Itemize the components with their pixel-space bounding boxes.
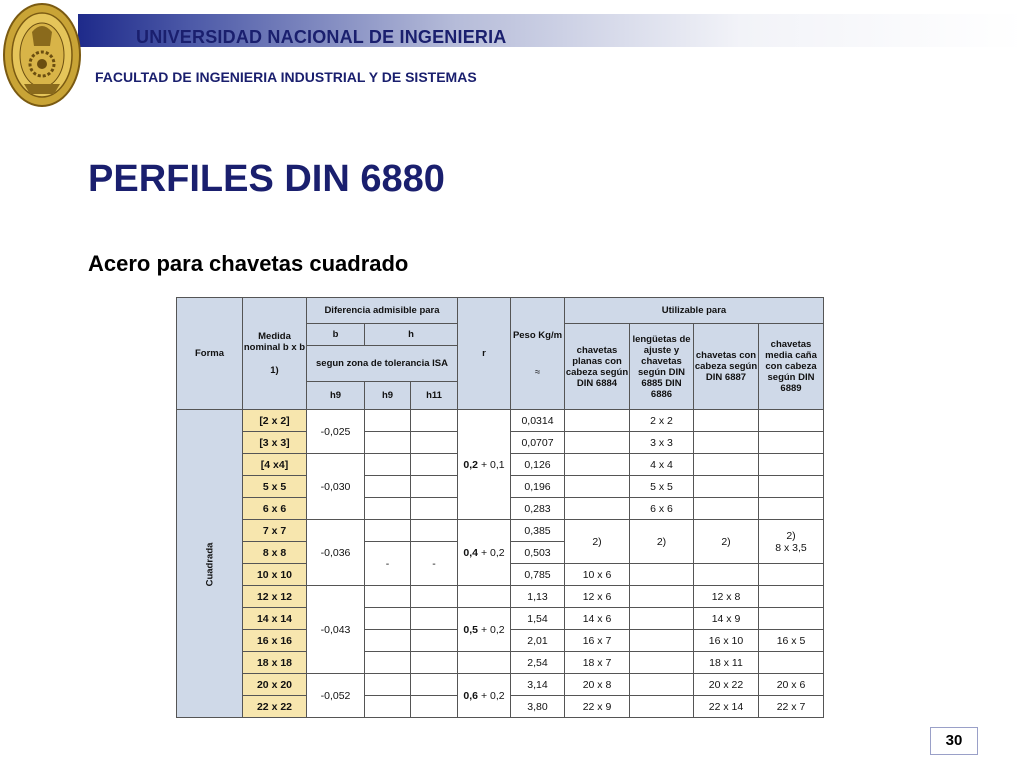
din6884-cell: 12 x 6	[565, 586, 630, 608]
peso-cell: 0,196	[511, 476, 565, 498]
header-b: b	[307, 324, 365, 346]
din6889-cell	[759, 476, 824, 498]
peso-cell: 2,01	[511, 630, 565, 652]
h9-cell	[365, 652, 411, 674]
b-tolerance: -0,030	[307, 454, 365, 520]
size-cell: 18 x 18	[243, 652, 307, 674]
h9-cell	[365, 630, 411, 652]
peso-cell: 2,54	[511, 652, 565, 674]
note2-din6889	[759, 520, 824, 564]
din6887-cell	[694, 498, 759, 520]
r-empty	[458, 652, 511, 674]
header-din6889: chavetas media caña con cabeza según DIN 6889	[759, 324, 824, 410]
h11-cell	[411, 454, 458, 476]
din6884-cell: 16 x 7	[565, 630, 630, 652]
size-cell: [3 x 3]	[243, 432, 307, 454]
header-h9-b: h9	[307, 382, 365, 410]
peso-cell: 1,54	[511, 608, 565, 630]
din6884-cell: 14 x 6	[565, 608, 630, 630]
header-medida	[243, 298, 307, 410]
h11-cell	[411, 520, 458, 542]
din6889-cell	[759, 454, 824, 476]
h9-cell	[365, 498, 411, 520]
header-diferencia: Diferencia admisible para	[307, 298, 458, 324]
r-tolerance	[458, 410, 511, 520]
size-cell: 12 x 12	[243, 586, 307, 608]
h11-cell	[411, 498, 458, 520]
din6887-cell	[694, 432, 759, 454]
h11-cell	[411, 652, 458, 674]
r-tolerance	[458, 674, 511, 718]
din6884-cell	[565, 432, 630, 454]
peso-cell: 3,80	[511, 696, 565, 718]
din6887-cell: 18 x 11	[694, 652, 759, 674]
h9-cell	[365, 520, 411, 542]
din6889-cell: 20 x 6	[759, 674, 824, 696]
din6884-cell	[565, 410, 630, 432]
header-medida-label: Medida nominal b x b	[243, 331, 306, 353]
b-tolerance: -0,052	[307, 674, 365, 718]
din6885-cell: 5 x 5	[630, 476, 694, 498]
h9-cell	[365, 432, 411, 454]
din6885-cell	[630, 630, 694, 652]
din6884-cell: 10 x 6	[565, 564, 630, 586]
h9-cell	[365, 454, 411, 476]
din6889-cell	[759, 410, 824, 432]
din6884-cell	[565, 498, 630, 520]
header-h: h	[365, 324, 458, 346]
header-din6884: chavetas planas con cabeza según DIN 6884	[565, 324, 630, 410]
din-6880-table	[176, 297, 824, 718]
b-tolerance: -0,036	[307, 520, 365, 586]
r-tol: + 0,2	[480, 689, 505, 702]
size-cell: 8 x 8	[243, 542, 307, 564]
peso-cell: 0,283	[511, 498, 565, 520]
din6887-cell: 14 x 9	[694, 608, 759, 630]
university-logo-icon	[2, 2, 82, 108]
din6887-cell: 16 x 10	[694, 630, 759, 652]
note2-din6889-label: 2)	[786, 529, 796, 542]
din6884-cell	[565, 476, 630, 498]
peso-cell: 0,0707	[511, 432, 565, 454]
din6885-cell	[630, 608, 694, 630]
din6884-cell	[565, 454, 630, 476]
din6889-cell	[759, 564, 824, 586]
header-zona: segun zona de tolerancia ISA	[307, 346, 458, 382]
size-cell: [4 x4]	[243, 454, 307, 476]
h9-dash: -	[365, 542, 411, 586]
size-cell: 16 x 16	[243, 630, 307, 652]
r-tol: + 0,2	[480, 623, 505, 636]
peso-cell: 0,126	[511, 454, 565, 476]
h11-cell	[411, 410, 458, 432]
header-peso-label: Peso Kg/m	[512, 329, 563, 341]
r-tolerance	[458, 608, 511, 652]
header-medida-note: 1)	[270, 365, 279, 376]
header-utilizable: Utilizable para	[565, 298, 824, 324]
din6887-cell: 12 x 8	[694, 586, 759, 608]
size-cell: 7 x 7	[243, 520, 307, 542]
page-number: 30	[930, 727, 978, 755]
r-base: 0,4	[463, 546, 479, 559]
din6889-cell: 22 x 7	[759, 696, 824, 718]
size-cell: 5 x 5	[243, 476, 307, 498]
r-tol: + 0,2	[480, 546, 505, 559]
din6885-cell	[630, 586, 694, 608]
note2-din6885: 2)	[630, 520, 694, 564]
header-forma: Forma	[177, 298, 243, 410]
din6885-cell: 3 x 3	[630, 432, 694, 454]
header-din6887: chavetas con cabeza según DIN 6887	[694, 324, 759, 410]
b-tolerance: -0,043	[307, 586, 365, 674]
university-name: UNIVERSIDAD NACIONAL DE INGENIERIA	[136, 27, 507, 47]
r-base: 0,2	[463, 458, 479, 471]
peso-cell: 0,0314	[511, 410, 565, 432]
din6885-cell	[630, 652, 694, 674]
din6885-cell	[630, 674, 694, 696]
r-tol: + 0,1	[480, 458, 505, 471]
note2-din6889-value: 8 x 3,5	[775, 541, 807, 554]
header-r: r	[458, 298, 511, 410]
r-base: 0,6	[463, 689, 479, 702]
peso-cell: 0,385	[511, 520, 565, 542]
h11-cell	[411, 608, 458, 630]
h11-dash: -	[411, 542, 458, 586]
header-din6885: lengüetas de ajuste y chavetas según DIN 6885 DIN 6886	[630, 324, 694, 410]
h11-cell	[411, 696, 458, 718]
size-cell: [2 x 2]	[243, 410, 307, 432]
page-subtitle: Acero para chavetas cuadrado	[88, 251, 409, 276]
din6887-cell: 20 x 22	[694, 674, 759, 696]
h11-cell	[411, 432, 458, 454]
header-peso	[511, 298, 565, 410]
din6889-cell: 16 x 5	[759, 630, 824, 652]
din6885-cell: 2 x 2	[630, 410, 694, 432]
din6887-cell	[694, 476, 759, 498]
note2-din6887: 2)	[694, 520, 759, 564]
r-tolerance	[458, 520, 511, 586]
forma-label: Cuadrada	[203, 542, 215, 586]
peso-cell: 1,13	[511, 586, 565, 608]
h9-cell	[365, 586, 411, 608]
page-title: PERFILES DIN 6880	[88, 158, 445, 200]
din6885-cell: 6 x 6	[630, 498, 694, 520]
h9-cell	[365, 410, 411, 432]
r-empty	[458, 586, 511, 608]
h11-cell	[411, 630, 458, 652]
din6884-cell: 18 x 7	[565, 652, 630, 674]
b-tolerance: -0,025	[307, 410, 365, 454]
h11-cell	[411, 674, 458, 696]
h9-cell	[365, 608, 411, 630]
header-approx: ≈	[534, 366, 541, 378]
din6889-cell	[759, 498, 824, 520]
din6887-cell	[694, 564, 759, 586]
size-cell: 20 x 20	[243, 674, 307, 696]
din6889-cell	[759, 586, 824, 608]
h11-cell	[411, 586, 458, 608]
r-base: 0,5	[463, 623, 479, 636]
peso-cell: 3,14	[511, 674, 565, 696]
din6887-cell: 22 x 14	[694, 696, 759, 718]
peso-cell: 0,503	[511, 542, 565, 564]
note2-din6884: 2)	[565, 520, 630, 564]
forma-cell	[177, 410, 243, 718]
h9-cell	[365, 674, 411, 696]
header-h9-h: h9	[365, 382, 411, 410]
din6889-cell	[759, 608, 824, 630]
din6889-cell	[759, 432, 824, 454]
h11-cell	[411, 476, 458, 498]
din6884-cell: 22 x 9	[565, 696, 630, 718]
faculty-name: FACULTAD DE INGENIERIA INDUSTRIAL Y DE SISTEMAS	[95, 69, 477, 85]
size-cell: 14 x 14	[243, 608, 307, 630]
size-cell: 10 x 10	[243, 564, 307, 586]
peso-cell: 0,785	[511, 564, 565, 586]
din6887-cell	[694, 410, 759, 432]
size-cell: 6 x 6	[243, 498, 307, 520]
h9-cell	[365, 476, 411, 498]
din6884-cell: 20 x 8	[565, 674, 630, 696]
din6887-cell	[694, 454, 759, 476]
size-cell: 22 x 22	[243, 696, 307, 718]
header-h11: h11	[411, 382, 458, 410]
din6885-cell	[630, 564, 694, 586]
din6889-cell	[759, 652, 824, 674]
din6885-cell	[630, 696, 694, 718]
din6885-cell: 4 x 4	[630, 454, 694, 476]
h9-cell	[365, 696, 411, 718]
